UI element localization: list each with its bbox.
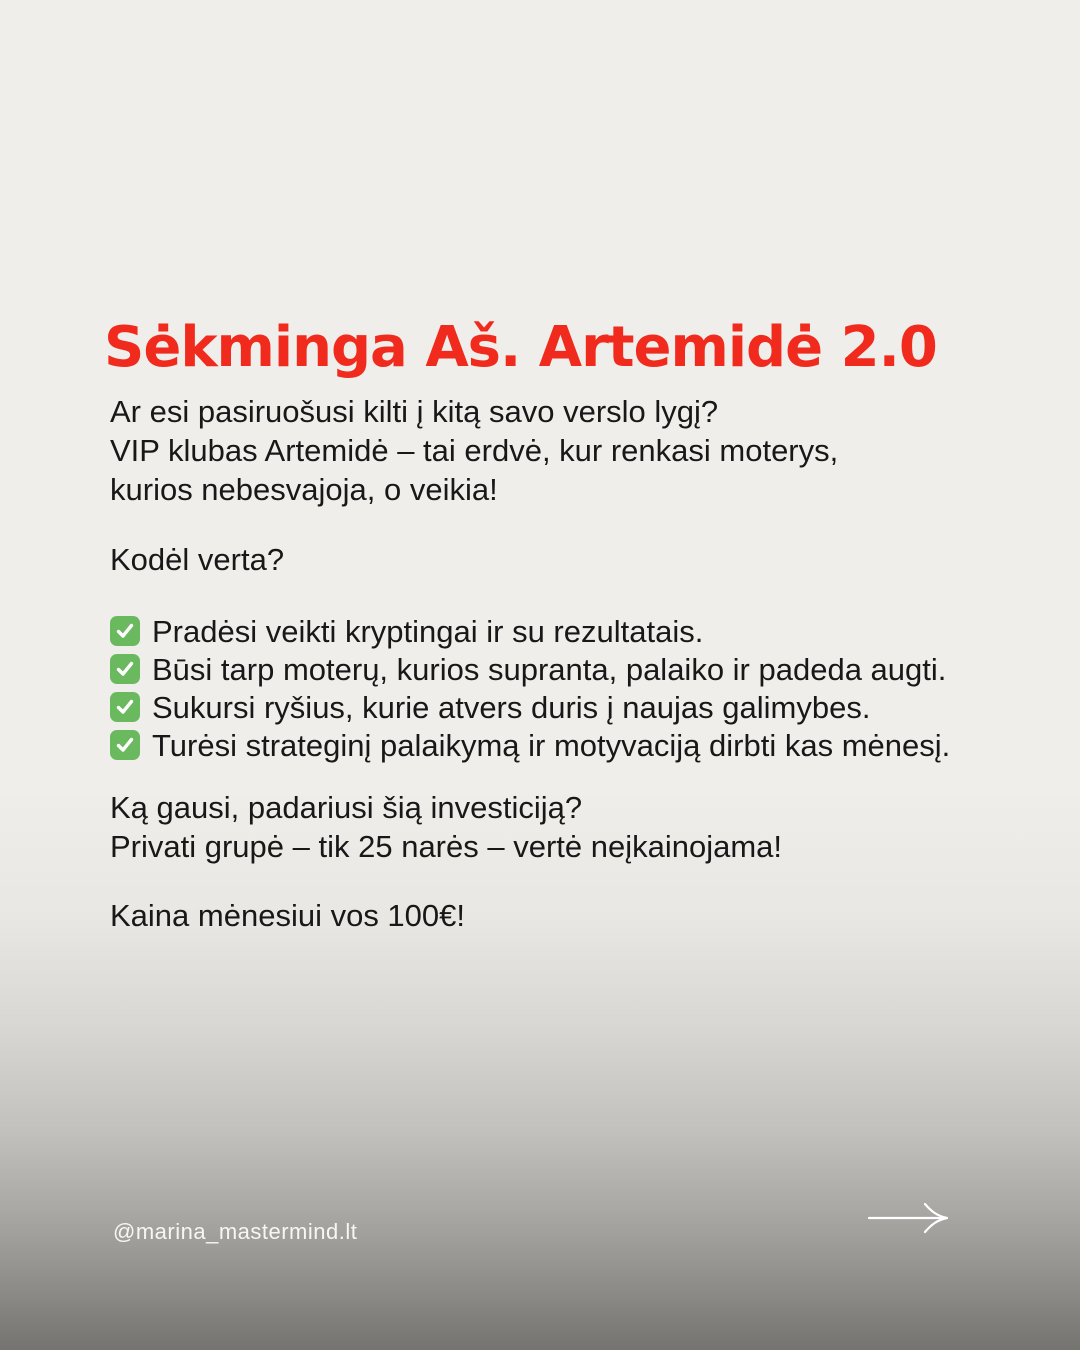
intro-line: VIP klubas Artemidė – tai erdvė, kur renkasi moterys, xyxy=(110,433,839,468)
intro-line: kurios nebesvajoja, o veikia! xyxy=(110,472,498,507)
page-title: Sėkminga Aš. Artemidė 2.0 xyxy=(104,315,937,380)
green-checkbox-icon xyxy=(110,692,140,722)
green-checkbox-icon xyxy=(110,730,140,760)
list-item-label: Pradėsi veikti kryptingai ir su rezultatais. xyxy=(152,613,704,649)
intro-line: Ar esi pasiruošusi kilti į kitą savo verslo lygį? xyxy=(110,394,719,429)
intro-paragraph xyxy=(110,392,1020,509)
list-item xyxy=(110,612,1020,650)
instagram-handle: @marina_mastermind.lt xyxy=(113,1219,358,1244)
list-item-label: Sukursi ryšius, kurie atvers duris į naujas galimybes. xyxy=(152,689,871,725)
why-heading: Kodėl verta? xyxy=(110,542,285,577)
list-item xyxy=(110,650,1020,688)
arrow-right-icon[interactable] xyxy=(866,1200,954,1236)
offer-paragraph xyxy=(110,788,1020,866)
list-item-label: Turėsi strateginį palaikymą ir motyvaciją dirbti kas mėnesį. xyxy=(152,727,951,763)
list-item xyxy=(110,726,1020,764)
list-item xyxy=(110,688,1020,726)
benefits-checklist xyxy=(110,612,1020,764)
offer-line: Ką gausi, padariusi šią investiciją? xyxy=(110,790,583,825)
green-checkbox-icon xyxy=(110,654,140,684)
price-text: Kaina mėnesiui vos 100€! xyxy=(110,898,466,933)
list-item-label: Būsi tarp moterų, kurios supranta, palaiko ir padeda augti. xyxy=(152,651,947,687)
green-checkbox-icon xyxy=(110,616,140,646)
offer-line: Privati grupė – tik 25 narės – vertė neįkainojama! xyxy=(110,829,783,864)
